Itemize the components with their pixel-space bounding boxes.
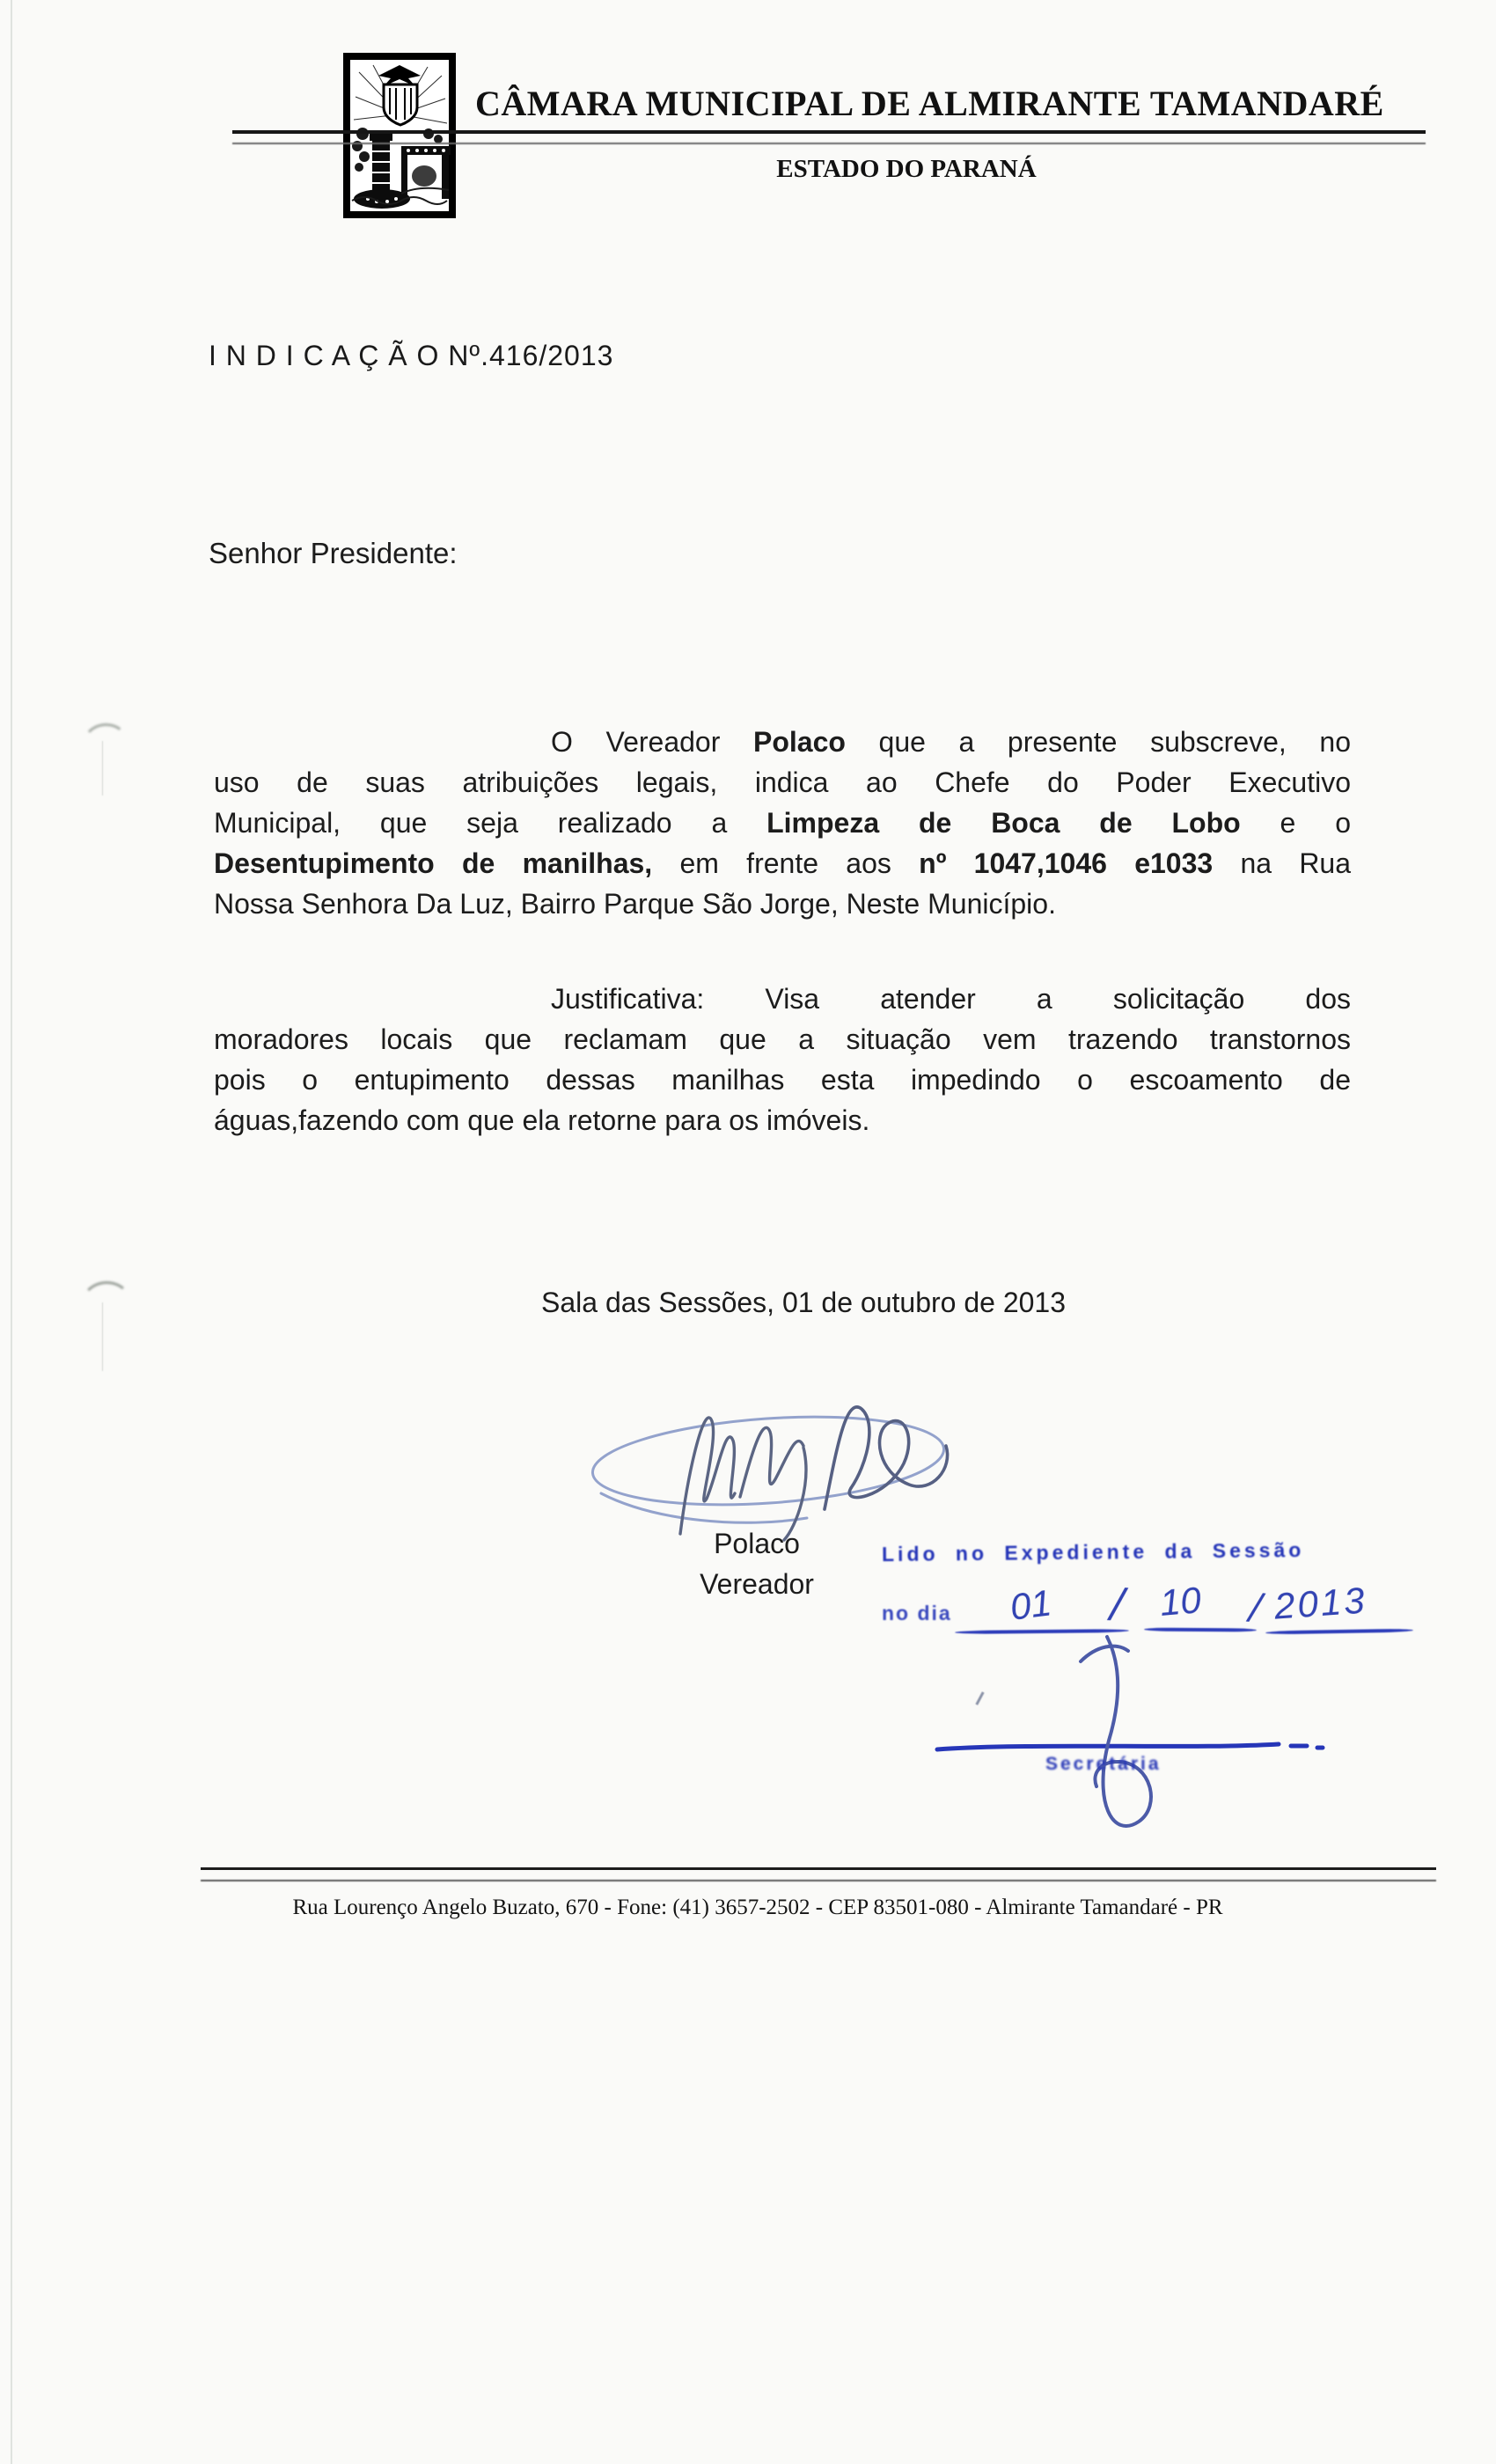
- page-edge-line: [11, 0, 12, 2464]
- signer-name: Polaco: [714, 1528, 800, 1559]
- body-paragraph-justification: [214, 979, 1351, 1140]
- text-line: Municipal, que seja realizado a Limpeza de Boca de Lobo e o: [214, 807, 1352, 839]
- scan-artifact-line: [102, 741, 103, 796]
- salutation: Senhor Presidente:: [209, 537, 458, 569]
- header-rule-bottom: [232, 143, 1426, 144]
- text-line: águas,fazendo com que ela retorne para os imóveis.: [214, 1104, 870, 1136]
- footer-rule-top: [201, 1867, 1436, 1870]
- text-line: O Vereador Polaco que a presente subscreve, no: [551, 726, 1351, 758]
- signature-scribble: [576, 1360, 972, 1549]
- body-paragraph-indication: [214, 722, 1351, 924]
- pen-tick-mark: [975, 1691, 984, 1705]
- scan-artifact-arc: [81, 722, 130, 766]
- text-line: uso de suas atribuições legais, indica ao Chefe do Poder Executivo: [214, 766, 1351, 798]
- stamp-year-value: 2013: [1272, 1579, 1368, 1627]
- date-underline: [1265, 1629, 1413, 1635]
- place-date-line: Sala das Sessões, 01 de outubro de 2013: [541, 1287, 1066, 1318]
- scan-artifact-line: [102, 1302, 103, 1371]
- text-line: Desentupimento de manilhas, em frente aos nº 1047,1046 e1033 na Rua: [214, 847, 1352, 879]
- date-separator: /: [1247, 1584, 1264, 1632]
- state-title: ESTADO DO PARANÁ: [776, 155, 1037, 183]
- text-line: pois o entupimento dessas manilhas esta impedindo o escoamento de: [214, 1064, 1351, 1096]
- signer-role: Vereador: [700, 1568, 814, 1600]
- text-line: Nossa Senhora Da Luz, Bairro Parque São Jorge, Neste Município.: [214, 888, 1056, 920]
- stamp-month-value: 10: [1157, 1579, 1203, 1624]
- footer-address: Rua Lourenço Angelo Buzato, 670 - Fone: (41) 3657-2502 - CEP 83501-080 - Almirante Tamandaré - PR: [292, 1896, 1223, 1919]
- session-stamp-line: Lido no Expediente da Sessão: [881, 1538, 1305, 1566]
- stamp-dia-prefix: no dia: [882, 1602, 952, 1624]
- stamp-day-value: 01: [1008, 1581, 1054, 1628]
- org-title: CÂMARA MUNICIPAL DE ALMIRANTE TAMANDARÉ: [475, 84, 1384, 123]
- secretary-signature-scribble: [1030, 1630, 1223, 1850]
- secretary-label: Secretária: [1045, 1754, 1162, 1774]
- document-title: I N D I C A Ç Ã O Nº.416/2013: [209, 340, 614, 371]
- coat-of-arms-icon: [343, 53, 456, 218]
- footer-rule-bottom: [201, 1880, 1436, 1881]
- scan-artifact-arc: [80, 1280, 134, 1329]
- text-line: moradores locais que reclamam que a situação vem trazendo transtornos: [214, 1023, 1351, 1055]
- header-rule-top: [232, 130, 1426, 134]
- text-line: Justificativa: Visa atender a solicitação dos: [551, 983, 1351, 1015]
- date-separator: /: [1108, 1579, 1126, 1632]
